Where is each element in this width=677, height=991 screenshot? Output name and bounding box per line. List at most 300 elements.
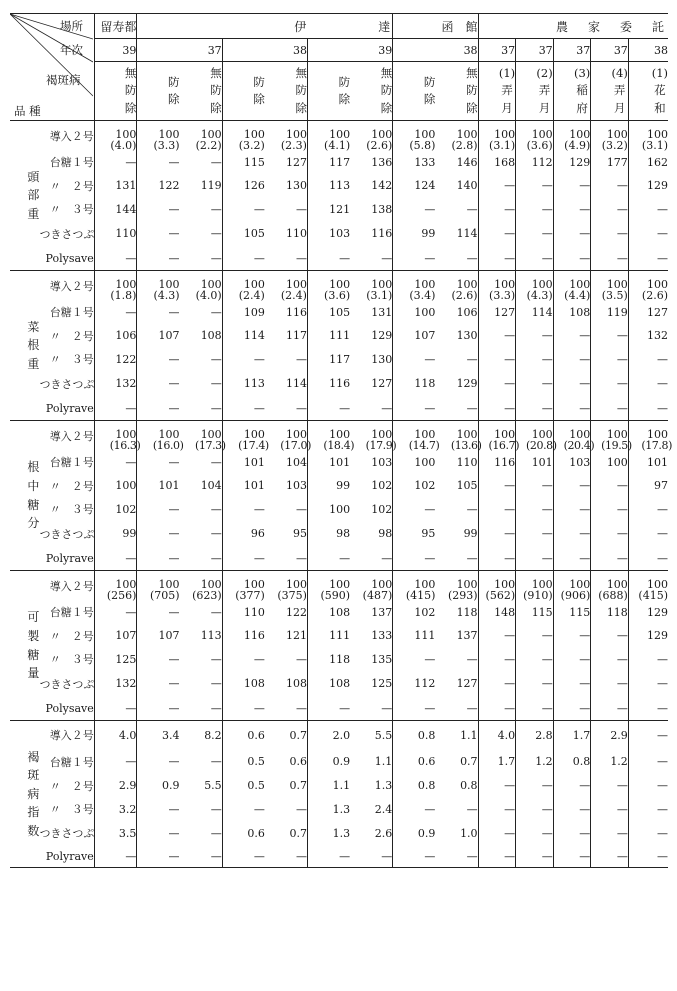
- index-value: 100: [606, 277, 628, 291]
- year-cell: 37: [516, 39, 554, 62]
- value-cell: 115: [516, 601, 554, 624]
- group-label-cell: [10, 571, 39, 721]
- value-cell: —: [137, 451, 180, 474]
- value-cell: —: [137, 198, 180, 221]
- value-cell: 0.6: [222, 721, 265, 750]
- absolute-value: (377): [235, 588, 265, 602]
- absolute-value: (2.6): [366, 138, 393, 152]
- value-cell: 3.2: [94, 798, 137, 821]
- table-row: [10, 247, 668, 271]
- absolute-value: (16.7): [488, 438, 520, 452]
- index-value: 100: [494, 577, 516, 591]
- absolute-value: (3.6): [324, 288, 351, 302]
- column-label: 防 除: [168, 74, 180, 106]
- value-cell: —: [381, 251, 393, 265]
- value-cell: —: [516, 371, 554, 397]
- value-cell: —: [210, 802, 222, 816]
- index-value: 100: [329, 577, 351, 591]
- value-cell: —: [137, 601, 180, 624]
- absolute-value: (3.3): [489, 288, 516, 302]
- index-value: 100: [531, 427, 553, 441]
- value-cell: —: [466, 251, 478, 265]
- value-cell: 115: [222, 151, 265, 174]
- table-row: [10, 624, 668, 648]
- value-cell: 140: [456, 179, 478, 192]
- value-cell: [265, 121, 308, 151]
- value-cell: 101: [222, 451, 265, 474]
- index-value: 100: [329, 127, 351, 141]
- value-cell: —: [393, 247, 436, 271]
- index-value: 100: [158, 427, 180, 441]
- variety-name: 台糖１号: [49, 606, 94, 619]
- absolute-value: (375): [277, 588, 307, 602]
- index-value: 100: [647, 127, 668, 141]
- value-cell: —: [137, 151, 180, 174]
- value-cell: 148: [478, 601, 516, 624]
- value-cell: 4.0: [478, 721, 516, 750]
- value-cell: [94, 421, 141, 452]
- column-label-cell: [591, 62, 629, 121]
- value-cell: —: [553, 821, 591, 846]
- absolute-value: (19.5): [601, 438, 632, 452]
- table-row: [10, 371, 668, 397]
- value-cell: 109: [222, 301, 265, 324]
- index-value: 100: [371, 127, 393, 141]
- table-row: [10, 421, 668, 451]
- value-cell: —: [591, 624, 629, 648]
- value-cell: 106: [94, 324, 137, 348]
- value-cell: 162: [628, 151, 668, 174]
- value-cell: —: [628, 371, 668, 397]
- value-cell: —: [435, 846, 478, 868]
- index-value: 100: [243, 577, 265, 591]
- value-cell: 1.7: [553, 721, 591, 750]
- value-cell: 113: [222, 371, 265, 397]
- value-cell: —: [295, 401, 307, 415]
- absolute-value: (17.9): [365, 438, 397, 452]
- value-cell: —: [516, 397, 554, 421]
- value-cell: 0.8: [460, 779, 478, 792]
- value-cell: 0.6: [222, 821, 265, 846]
- value-cell: —: [295, 352, 307, 366]
- variety-name: Polysave: [45, 251, 94, 265]
- value-cell: 1.3: [307, 798, 350, 821]
- value-cell: —: [478, 324, 516, 348]
- location-axis-label: 場所: [60, 19, 83, 33]
- value-cell: —: [591, 671, 629, 697]
- value-cell: 107: [94, 624, 137, 648]
- value-cell: 108: [222, 671, 265, 697]
- value-cell: —: [478, 671, 516, 697]
- absolute-value: (3.2): [238, 138, 265, 152]
- absolute-value: (2.2): [195, 138, 222, 152]
- table-row: [10, 301, 668, 324]
- value-cell: —: [478, 624, 516, 648]
- absolute-value: (3.5): [601, 288, 628, 302]
- index-value: 100: [243, 427, 265, 441]
- value-cell: [478, 271, 516, 301]
- value-cell: —: [210, 377, 222, 390]
- value-cell: —: [393, 798, 436, 821]
- absolute-value: (4.3): [526, 288, 553, 302]
- year-cell: 39: [94, 39, 137, 62]
- value-cell: [137, 271, 180, 301]
- variety-name: 〃 ２号: [49, 779, 94, 793]
- value-cell: 110: [222, 601, 265, 624]
- value-cell: —: [591, 521, 629, 547]
- value-cell: 142: [371, 179, 393, 192]
- absolute-value: (4.1): [324, 138, 351, 152]
- group-label-cell: [10, 121, 39, 271]
- index-value: 100: [494, 427, 516, 441]
- value-cell: —: [628, 721, 668, 750]
- index-value: 100: [285, 577, 307, 591]
- value-cell: [350, 421, 397, 452]
- value-cell: 1.1: [374, 755, 393, 768]
- index-value: 100: [329, 427, 351, 441]
- value-cell: —: [94, 697, 137, 721]
- value-cell: 114: [285, 377, 307, 390]
- value-cell: —: [466, 802, 478, 816]
- value-cell: 131: [371, 305, 393, 319]
- table-row: [10, 198, 668, 221]
- value-cell: —: [628, 397, 668, 421]
- year-cell: 39: [307, 39, 392, 62]
- value-cell: —: [210, 755, 222, 768]
- value-cell: 103: [307, 221, 350, 247]
- index-value: 100: [158, 577, 180, 591]
- value-cell: —: [265, 846, 308, 868]
- value-cell: —: [591, 247, 629, 271]
- absolute-value: (17.8): [641, 438, 672, 452]
- group-label: 頭 部 重: [27, 169, 40, 221]
- value-cell: 122: [285, 605, 307, 619]
- value-cell: —: [478, 174, 516, 198]
- index-value: 100: [531, 577, 553, 591]
- value-cell: 114: [516, 301, 554, 324]
- value-cell: 129: [553, 151, 591, 174]
- column-label-cell: [553, 62, 591, 121]
- value-cell: —: [137, 348, 180, 371]
- value-cell: —: [137, 846, 180, 868]
- value-cell: [393, 421, 440, 452]
- absolute-value: (4.0): [110, 138, 137, 152]
- value-cell: —: [222, 498, 265, 521]
- value-cell: —: [591, 798, 629, 821]
- value-cell: —: [210, 527, 222, 540]
- value-cell: 105: [456, 479, 478, 492]
- absolute-value: (20.4): [563, 438, 595, 452]
- index-value: 100: [414, 277, 436, 291]
- value-cell: 108: [307, 671, 350, 697]
- value-cell: 4.0: [94, 721, 137, 750]
- table-row: [10, 451, 668, 474]
- value-cell: —: [466, 502, 478, 516]
- value-cell: 177: [591, 151, 629, 174]
- absolute-value: (415): [638, 588, 668, 602]
- value-cell: —: [591, 846, 629, 868]
- value-cell: —: [628, 547, 668, 571]
- variety-name: 〃 ３号: [49, 203, 94, 216]
- value-cell: —: [553, 397, 591, 421]
- value-cell: 5.5: [204, 779, 222, 792]
- table-row: [10, 498, 668, 521]
- value-cell: —: [210, 401, 222, 415]
- value-cell: —: [94, 247, 137, 271]
- year-cell: 38: [393, 39, 478, 62]
- value-cell: —: [295, 802, 307, 816]
- value-cell: 1.2: [591, 750, 629, 774]
- value-cell: 130: [285, 179, 307, 192]
- value-cell: 3.5: [94, 821, 137, 846]
- value-cell: —: [466, 352, 478, 366]
- value-cell: 129: [371, 329, 393, 342]
- value-cell: —: [628, 846, 668, 868]
- value-cell: 0.8: [553, 750, 591, 774]
- value-cell: —: [210, 701, 222, 715]
- value-cell: —: [210, 455, 222, 469]
- column-label-cell: [307, 62, 350, 121]
- value-cell: —: [628, 348, 668, 371]
- disease-axis-label: 褐斑病: [46, 73, 81, 87]
- absolute-value: (13.6): [450, 438, 482, 452]
- value-cell: —: [553, 198, 591, 221]
- value-cell: 102: [371, 479, 393, 492]
- value-cell: 108: [307, 601, 350, 624]
- absolute-value: (14.7): [408, 438, 440, 452]
- value-cell: 2.9: [94, 774, 137, 798]
- absolute-value: (4.0): [195, 288, 222, 302]
- value-cell: —: [295, 251, 307, 265]
- index-value: 100: [414, 427, 436, 441]
- column-label: 防 除: [423, 74, 436, 106]
- value-cell: 96: [222, 521, 265, 547]
- group-label-cell: [10, 271, 39, 421]
- index-value: 100: [115, 277, 137, 291]
- sugar-beet-variety-table: [10, 13, 672, 868]
- value-cell: 113: [200, 629, 222, 642]
- value-cell: 0.8: [393, 721, 436, 750]
- value-cell: —: [137, 798, 180, 821]
- value-cell: —: [466, 202, 478, 216]
- value-cell: 0.6: [289, 755, 307, 768]
- table-row: [10, 601, 668, 624]
- index-value: 100: [158, 127, 180, 141]
- column-label: 無 防 除: [210, 66, 222, 115]
- value-cell: [516, 271, 554, 301]
- value-cell: —: [393, 498, 436, 521]
- absolute-value: (2.6): [641, 288, 668, 302]
- value-cell: 1.2: [516, 750, 554, 774]
- value-cell: —: [210, 227, 222, 240]
- index-value: 100: [371, 427, 393, 441]
- absolute-value: (18.4): [323, 438, 355, 452]
- index-value: 100: [414, 577, 436, 591]
- value-cell: —: [478, 648, 516, 671]
- value-cell: [591, 121, 629, 151]
- value-cell: —: [553, 798, 591, 821]
- value-cell: —: [307, 846, 350, 868]
- value-cell: [265, 271, 308, 301]
- value-cell: 132: [94, 371, 137, 397]
- value-cell: —: [381, 551, 393, 565]
- value-cell: —: [553, 846, 591, 868]
- table-row: [10, 151, 668, 174]
- value-cell: [94, 121, 137, 151]
- value-cell: —: [210, 652, 222, 666]
- value-cell: [393, 571, 436, 601]
- value-cell: 122: [94, 348, 137, 371]
- value-cell: —: [137, 371, 180, 397]
- value-cell: —: [553, 474, 591, 498]
- column-label-cell: [94, 62, 137, 121]
- value-cell: —: [478, 371, 516, 397]
- value-cell: [307, 271, 350, 301]
- value-cell: [591, 571, 629, 601]
- value-cell: [222, 121, 265, 151]
- value-cell: 111: [307, 324, 350, 348]
- table-row: [10, 324, 668, 348]
- value-cell: —: [591, 648, 629, 671]
- column-label-cell: [265, 62, 308, 121]
- value-cell: 101: [516, 451, 554, 474]
- index-value: 100: [371, 277, 393, 291]
- value-cell: —: [222, 348, 265, 371]
- index-value: 100: [285, 427, 307, 441]
- table-row: [10, 798, 668, 821]
- value-cell: —: [94, 151, 137, 174]
- value-cell: —: [478, 247, 516, 271]
- absolute-value: (562): [485, 588, 516, 602]
- value-cell: —: [137, 547, 180, 571]
- value-cell: —: [628, 798, 668, 821]
- value-cell: 1.7: [478, 750, 516, 774]
- value-cell: 127: [478, 301, 516, 324]
- absolute-value: (3.1): [489, 138, 516, 152]
- value-cell: 114: [222, 324, 265, 348]
- value-cell: 116: [285, 305, 307, 319]
- value-cell: 126: [222, 174, 265, 198]
- value-cell: 100: [393, 451, 436, 474]
- value-cell: 99: [463, 527, 478, 540]
- value-cell: 112: [393, 671, 436, 697]
- column-label: (2) 弄 月: [536, 66, 553, 115]
- value-cell: 101: [137, 474, 180, 498]
- value-cell: [265, 421, 311, 452]
- absolute-value: (20.8): [526, 438, 557, 452]
- value-cell: —: [516, 324, 554, 348]
- column-label: 防 除: [253, 74, 265, 106]
- value-cell: [516, 121, 554, 151]
- year-cell: 37: [137, 39, 222, 62]
- value-cell: 98: [307, 521, 350, 547]
- value-cell: [350, 571, 393, 601]
- value-cell: —: [628, 821, 668, 846]
- value-cell: —: [628, 697, 668, 721]
- table-row: [10, 474, 668, 498]
- variety-name: 台糖１号: [49, 755, 94, 769]
- variety-name: 導入２号: [39, 571, 94, 601]
- value-cell: —: [137, 671, 180, 697]
- value-cell: 127: [371, 377, 393, 390]
- value-cell: [628, 571, 668, 601]
- column-label-cell: [393, 62, 436, 121]
- variety-name: 台糖１号: [49, 306, 94, 319]
- table-row: [10, 697, 668, 721]
- table-row: [10, 121, 668, 151]
- value-cell: —: [137, 221, 180, 247]
- value-cell: 146: [456, 155, 478, 169]
- value-cell: —: [222, 397, 265, 421]
- value-cell: —: [137, 397, 180, 421]
- value-cell: —: [553, 174, 591, 198]
- value-cell: 102: [393, 601, 436, 624]
- value-cell: 2.8: [516, 721, 554, 750]
- value-cell: —: [137, 648, 180, 671]
- absolute-value: (910): [523, 588, 553, 602]
- value-cell: —: [393, 547, 436, 571]
- column-label-cell: [516, 62, 554, 121]
- value-cell: —: [94, 846, 137, 868]
- value-cell: —: [628, 648, 668, 671]
- value-cell: —: [295, 701, 307, 715]
- value-cell: —: [210, 677, 222, 690]
- value-cell: —: [516, 697, 554, 721]
- year-cell: 37: [591, 39, 629, 62]
- value-cell: —: [478, 547, 516, 571]
- value-cell: —: [591, 221, 629, 247]
- absolute-value: (16.3): [109, 438, 141, 452]
- value-cell: 0.6: [393, 750, 436, 774]
- value-cell: —: [478, 697, 516, 721]
- value-cell: 117: [285, 329, 307, 342]
- value-cell: [350, 121, 393, 151]
- value-cell: —: [591, 371, 629, 397]
- value-cell: 95: [292, 527, 307, 540]
- column-label-cell: [435, 62, 478, 121]
- table-row: [10, 821, 668, 846]
- value-cell: 0.5: [222, 750, 265, 774]
- value-cell: 116: [222, 624, 265, 648]
- value-cell: —: [516, 198, 554, 221]
- table-row: [10, 547, 668, 571]
- index-value: 100: [115, 127, 137, 141]
- value-cell: [222, 271, 265, 301]
- value-cell: —: [478, 474, 516, 498]
- column-label-cell: [180, 62, 223, 121]
- value-cell: 105: [222, 221, 265, 247]
- value-cell: 107: [137, 624, 180, 648]
- value-cell: 132: [94, 671, 137, 697]
- value-cell: —: [222, 247, 265, 271]
- absolute-value: (2.6): [451, 288, 478, 302]
- absolute-value: (1.8): [110, 288, 137, 302]
- value-cell: —: [591, 547, 629, 571]
- value-cell: 106: [456, 305, 478, 319]
- column-label-cell: [478, 62, 516, 121]
- value-cell: 101: [222, 474, 265, 498]
- value-cell: 97: [628, 474, 668, 498]
- index-value: 100: [606, 127, 628, 141]
- index-value: 100: [456, 127, 478, 141]
- table-row: [10, 571, 668, 601]
- variety-name: Polyrave: [45, 551, 94, 565]
- group-label: 褐 斑 病 指 数: [27, 749, 40, 838]
- value-cell: 1.3: [374, 779, 393, 792]
- table-row: [10, 521, 668, 547]
- variety-name: つきさつぷ: [39, 677, 95, 691]
- variety-name: 〃 ３号: [49, 803, 94, 816]
